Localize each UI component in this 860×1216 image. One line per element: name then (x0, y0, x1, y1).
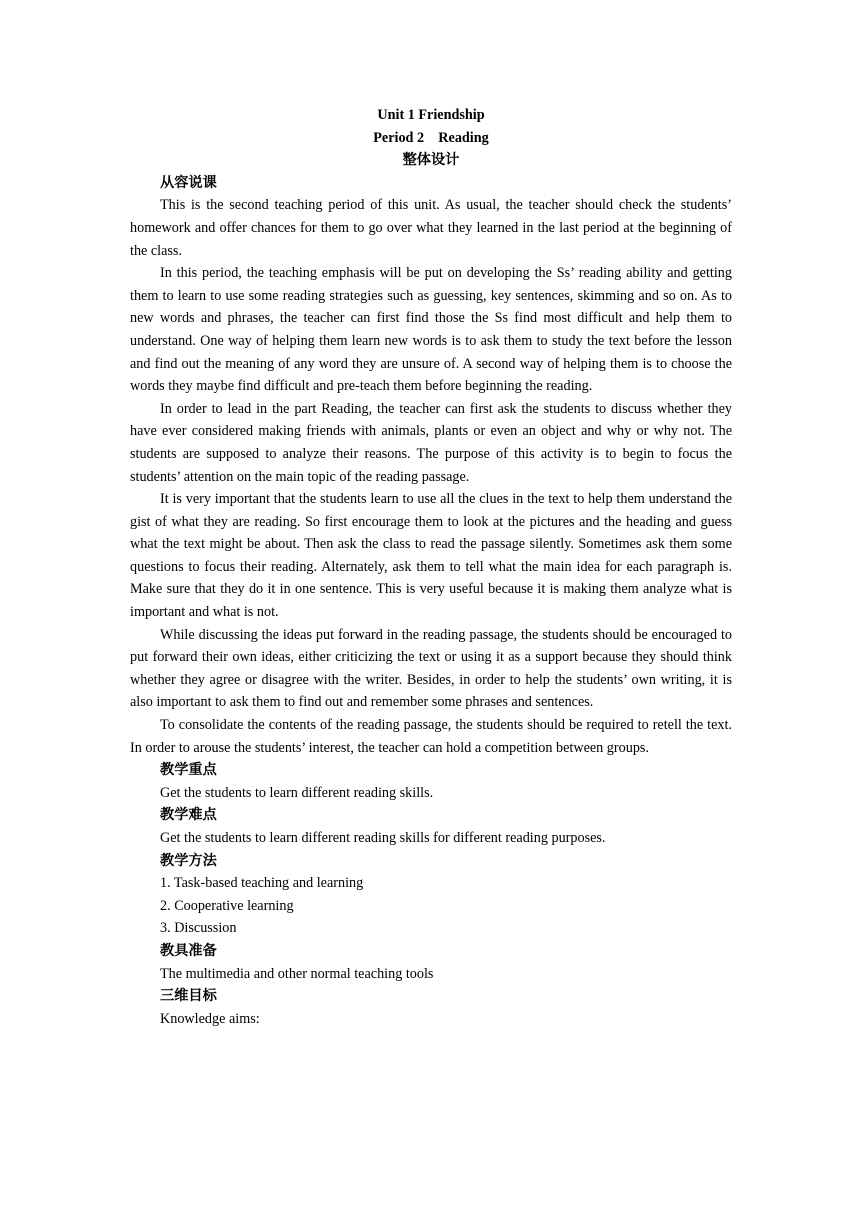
key-points-text: Get the students to learn different reading skills. (160, 784, 434, 801)
method-item: 2. Cooperative learning (160, 897, 294, 914)
difficult-points-text: Get the students to learn different reading skills for different reading purposes. (160, 830, 606, 846)
method-item: 3. Discussion (160, 920, 237, 937)
unit-title: Unit 1 Friendship (377, 107, 485, 123)
section-heading-key-points: 教学重点 (160, 762, 217, 779)
paragraph: In order to lead in the part Reading, the teacher can first ask the students to discuss whether they have ever considered making friends with animals, plants or even an object and why or why not. The students are supposed to analyze their reasons. The purpose of this activity is to begin to focus the students’ attention on the main topic of the reading passage. (130, 400, 732, 485)
paragraph: In this period, the teaching emphasis will be put on developing the Ss’ reading ability and getting them to learn to use some reading strategies such as guessing, key sentences, skimming and so on. As to new words and phrases, the teacher can first find those the Ss find most difficult and help them to understand. One way of helping them learn new words is to ask them to study the text before the lesson and find out the meaning of any word they are unsure of. A second way of helping them is to choose the words they maybe find difficult and pre-teach them before beginning the reading. (130, 265, 732, 395)
method-item: 1. Task-based teaching and learning (160, 875, 364, 892)
paragraph: It is very important that the students learn to use all the clues in the text to help them understand the gist of what they are reading. So first encourage them to look at the pictures and the heading and guess what the text might be about. Then ask the class to read the passage silently. Sometimes ask them some questions to focus their reading. Alternately, ask them to tell what the main idea for each paragraph is. Make sure that they do it in one sentence. This is very useful because it is making them analyze what is important and what is not. (130, 491, 732, 621)
knowledge-aims-label: Knowledge aims: (160, 1010, 260, 1027)
section-heading-congrong: 从容说课 (160, 174, 217, 191)
section-heading-difficult-points: 教学难点 (160, 807, 217, 824)
paragraph: This is the second teaching period of this unit. As usual, the teacher should check the students’ homework and offer chances for them to go over what they learned in the last period at the beginning of the class. (130, 197, 732, 259)
paragraph: To consolidate the contents of the reading passage, the students should be required to retell the text. In order to arouse the students’ interest, the teacher can hold a competition between groups. (130, 717, 732, 756)
section-heading-aids: 教具准备 (160, 942, 217, 959)
aids-text: The multimedia and other normal teaching tools (160, 965, 434, 982)
section-heading-objectives: 三维目标 (160, 988, 217, 1005)
paragraph: While discussing the ideas put forward in the reading passage, the students should be encouraged to put forward their own ideas, either criticizing the text or using it as a support because they should think whether they agree or disagree with the writer. Besides, in order to help the students’ own writing, it is also important to ask them to find out and remember some phrases and sentences. (130, 626, 732, 711)
design-title: 整体设计 (402, 152, 460, 169)
period-title: Period 2 Reading (373, 129, 489, 146)
section-heading-methods: 教学方法 (160, 852, 217, 869)
document-page (130, 104, 732, 1030)
